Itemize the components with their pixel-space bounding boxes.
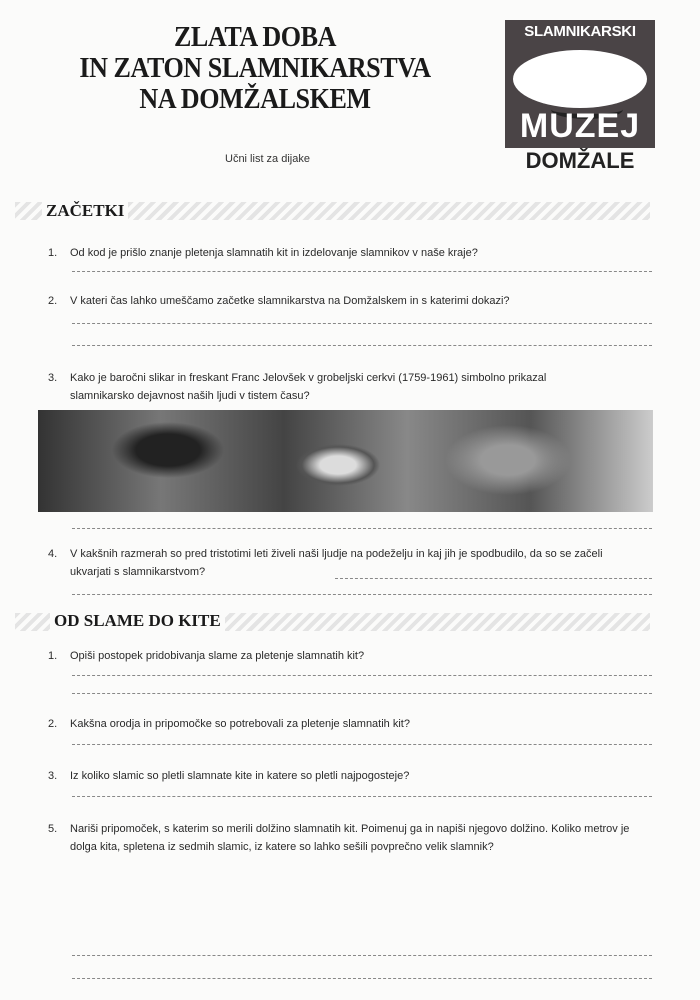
question <box>48 369 608 405</box>
answer-line[interactable] <box>72 594 652 595</box>
answer-line[interactable] <box>72 271 652 272</box>
question-number: 1. <box>48 247 58 259</box>
logo-middle-text: MUZEJ <box>519 107 641 145</box>
section-title: OD SLAME DO KITE <box>50 611 225 631</box>
question-text: Od kod je prišlo znanje pletenja slamnatih kit in izdelovanje slamnikov v naše kraje? <box>70 247 478 259</box>
question <box>48 292 648 310</box>
question-number: 2. <box>48 718 58 730</box>
question-number: 3. <box>48 372 58 384</box>
question-text: Opiši postopek pridobivanja slame za pletenje slamnatih kit? <box>70 650 365 662</box>
question-text: Kakšna orodja in pripomočke so potrebovali za pletenje slamnatih kit? <box>70 718 410 730</box>
logo-top-text: SLAMNIKARSKI <box>524 23 636 40</box>
question-number: 4. <box>48 548 58 560</box>
page-title <box>62 22 449 115</box>
answer-line[interactable] <box>72 978 652 979</box>
answer-line[interactable] <box>72 955 652 956</box>
answer-line[interactable] <box>72 323 652 324</box>
question <box>48 820 648 856</box>
question-number: 2. <box>48 295 58 307</box>
answer-line[interactable] <box>72 744 652 745</box>
question-number: 1. <box>48 650 58 662</box>
question-number: 3. <box>48 770 58 782</box>
question-text: Iz koliko slamic so pletli slamnate kite in katere so pletli najpogosteje? <box>70 770 410 782</box>
answer-line[interactable] <box>72 345 652 346</box>
logo-bottom-text: DOMŽALE <box>525 148 635 173</box>
question-text: Kako je baročni slikar in freskant Franc Jelovšek v grobeljski cerkvi (1759-1961) simbolno prikazal slamnikarsko dejavnost naših ljudi v tistem času? <box>70 372 547 402</box>
title-line: ZLATA DOBA <box>173 21 337 53</box>
subtitle: Učni list za dijake <box>225 153 310 165</box>
museum-logo <box>505 20 655 172</box>
question-text: V kakšnih razmerah so pred tristotimi leti živeli naši ljudje na podeželju in kaj jih je spodbudilo, da so se začeli ukvarjati s slamnikarstvom? <box>70 548 603 578</box>
section-title: ZAČETKI <box>42 201 128 221</box>
question <box>48 545 638 581</box>
hat-icon <box>513 50 647 108</box>
fresco-image <box>38 410 653 512</box>
title-line: IN ZATON SLAMNIKARSTVA <box>79 52 431 84</box>
answer-line[interactable] <box>72 675 652 676</box>
question <box>48 715 648 733</box>
question-text: V kateri čas lahko umeščamo začetke slamnikarstva na Domžalskem in s katerimi dokazi? <box>70 295 510 307</box>
answer-line[interactable] <box>72 528 652 529</box>
question <box>48 647 648 665</box>
question <box>48 244 648 262</box>
answer-line[interactable] <box>72 796 652 797</box>
question-text: Nariši pripomoček, s katerim so merili dolžino slamnatih kit. Poimenuj ga in napiši njegovo dolžino. Koliko metrov je dolga kita, spletena iz sedmih slamic, iz katere so lahko sešili povprečno velik slamnik? <box>70 823 630 853</box>
title-line: NA DOMŽALSKEM <box>139 83 371 115</box>
question-number: 5. <box>48 823 58 835</box>
answer-line[interactable] <box>335 578 652 579</box>
question <box>48 767 648 785</box>
answer-line[interactable] <box>72 693 652 694</box>
